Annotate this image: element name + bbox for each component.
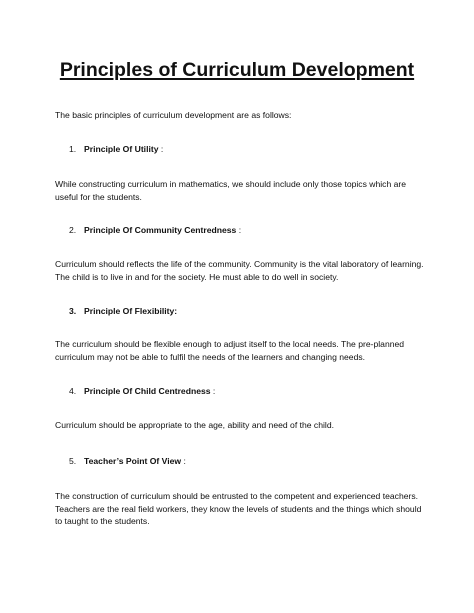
section-number: 4. [69, 386, 77, 396]
section-heading-teachers-point-of-view [69, 455, 186, 468]
section-number: 3. [69, 306, 77, 316]
section-heading-utility [69, 143, 163, 156]
section-heading-community-centredness [69, 224, 241, 237]
section-heading-flexibility [69, 305, 177, 318]
section-number: 2. [69, 225, 77, 235]
section-number: 5. [69, 456, 77, 466]
section-title: Principle Of Child Centredness [84, 386, 211, 396]
section-body-utility: While constructing curriculum in mathematics, we should include only those topics which are useful for the students. [55, 179, 407, 202]
section-heading-child-centredness [69, 385, 215, 398]
section-suffix: : [210, 386, 216, 396]
section-title: Teacher’s Point Of View [84, 456, 182, 466]
section-title: Principle Of Utility [84, 144, 159, 154]
section-body-flexibility: The curriculum should be flexible enough to adjust itself to the local needs. The pre-planned curriculum may not be able to fulfil the needs of the learners and changing needs. [55, 339, 405, 362]
section-body-teachers-point-of-view: The construction of curriculum should be entrusted to the competent and experienced teachers. Teachers are the real field workers, they know the levels of students and the things which should to taught to the students. [55, 491, 422, 526]
section-suffix: : [236, 225, 242, 235]
section-title: Principle Of Flexibility: [84, 306, 178, 316]
intro-paragraph: The basic principles of curriculum development are as follows: [55, 110, 292, 120]
section-body-child-centredness: Curriculum should be appropriate to the age, ability and need of the child. [55, 420, 334, 430]
section-suffix: : [181, 456, 186, 466]
document-title: Principles of Curriculum Development [59, 59, 415, 81]
section-title: Principle Of Community Centredness [84, 225, 237, 235]
section-suffix: : [158, 144, 164, 154]
section-body-community-centredness: Curriculum should reflects the life of the community. Community is the vital laboratory of learning. The child is to live in and for the society. He must able to do well in society. [55, 259, 424, 282]
section-number: 1. [69, 144, 77, 154]
